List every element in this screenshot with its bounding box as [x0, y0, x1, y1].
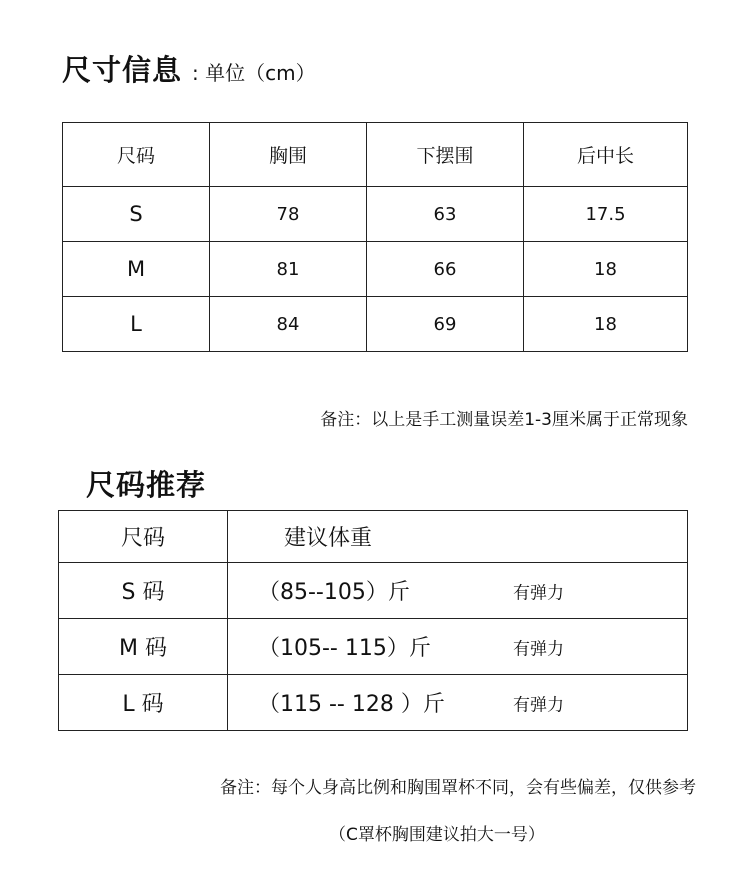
back-length-cell: 17.5 — [524, 187, 688, 242]
recommend-table — [58, 510, 688, 731]
weight-range: （105-- 115）斤 — [258, 636, 431, 661]
cup-note: （C罩杯胸围建议拍大一号） — [329, 825, 545, 845]
hem-cell: 69 — [367, 297, 524, 352]
back-length-cell: 18 — [524, 242, 688, 297]
table-row — [59, 563, 688, 619]
table-row — [63, 187, 688, 242]
weight-cell — [228, 619, 688, 675]
elastic-label: 有弹力 — [513, 583, 564, 603]
fit-note: 备注：每个人身高比例和胸围罩杯不同，会有些偏差，仅供参考 — [220, 778, 696, 798]
weight-cell — [228, 675, 688, 731]
size-cell: L 码 — [59, 675, 228, 731]
elastic-label: 有弹力 — [513, 695, 564, 715]
back-length-cell: 18 — [524, 297, 688, 352]
weight-range: （115 -- 128 ）斤 — [258, 692, 445, 717]
recommend-title: 尺码推荐 — [86, 468, 207, 502]
table-row — [59, 619, 688, 675]
bust-cell: 78 — [210, 187, 367, 242]
header-hem: 下摆围 — [367, 123, 524, 187]
size-cell: S — [63, 187, 210, 242]
header-back-length: 后中长 — [524, 123, 688, 187]
weight-cell — [228, 563, 688, 619]
size-info-table — [62, 122, 688, 352]
size-cell: L — [63, 297, 210, 352]
size-cell: M — [63, 242, 210, 297]
bust-cell: 84 — [210, 297, 367, 352]
hem-cell: 66 — [367, 242, 524, 297]
table-header-row — [63, 123, 688, 187]
header-bust: 胸围 — [210, 123, 367, 187]
measurement-note: 备注：以上是手工测量误差1-3厘米属于正常现象 — [320, 410, 688, 430]
elastic-label: 有弹力 — [513, 639, 564, 659]
table-row — [63, 242, 688, 297]
header-size: 尺码 — [63, 123, 210, 187]
size-info-unit: : 单位（cm） — [192, 61, 316, 85]
table-row — [63, 297, 688, 352]
header-weight-cell — [228, 511, 688, 563]
size-cell: S 码 — [59, 563, 228, 619]
table-header-row — [59, 511, 688, 563]
weight-range: （85--105）斤 — [258, 580, 410, 605]
header-size: 尺码 — [59, 511, 228, 563]
size-info-title: 尺寸信息 — [62, 53, 183, 87]
table-row — [59, 675, 688, 731]
header-weight: 建议体重 — [284, 526, 373, 551]
size-cell: M 码 — [59, 619, 228, 675]
bust-cell: 81 — [210, 242, 367, 297]
hem-cell: 63 — [367, 187, 524, 242]
